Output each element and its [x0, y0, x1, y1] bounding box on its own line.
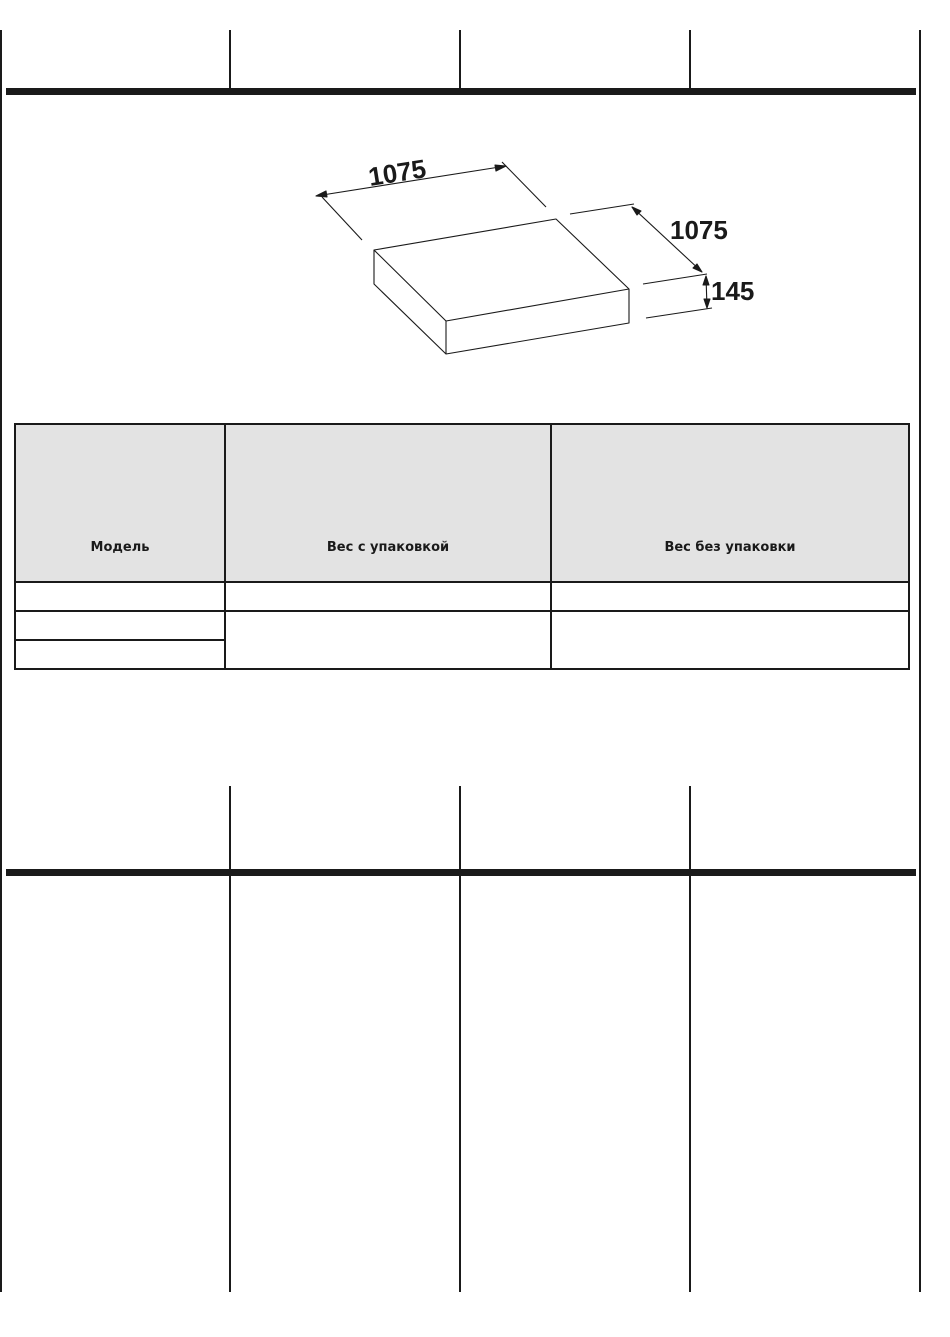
upper-column-rule-3 [689, 30, 691, 90]
depth-extension-line-top [570, 204, 634, 214]
depth-extension-line-bottom [643, 274, 707, 284]
header-weight-with-packaging: Вес с упаковкой [225, 424, 551, 582]
table-cell [15, 582, 225, 611]
table-header-row [15, 424, 909, 582]
table-cell [551, 611, 909, 669]
width-extension-line-right [502, 162, 546, 207]
table-cell [225, 611, 551, 669]
table-cell [15, 640, 225, 669]
header-weight-without-packaging: Вес без упаковки [551, 424, 909, 582]
frame-right-border [919, 30, 921, 1292]
box-top-face [374, 219, 629, 321]
table-row [15, 611, 909, 640]
table-cell [551, 582, 909, 611]
weight-table [14, 423, 910, 670]
height-dimension-label: 145 [711, 276, 755, 306]
width-dimension-label: 1075 [366, 153, 429, 192]
width-arrow-right [495, 165, 506, 171]
table-row [15, 582, 909, 611]
upper-column-rule-2 [459, 30, 461, 90]
lower-column-rule-2 [459, 786, 461, 1292]
box-front-edges [374, 250, 629, 354]
package-dimension-drawing [300, 140, 780, 380]
height-arrow-bottom [704, 299, 710, 308]
lower-column-rule-3 [689, 786, 691, 1292]
height-extension-line-bottom [646, 308, 712, 318]
lower-column-rule-1 [229, 786, 231, 1292]
lower-header-bar [6, 869, 916, 876]
height-arrow-top [703, 276, 709, 285]
width-extension-line-left [322, 197, 362, 240]
frame-left-border [0, 30, 2, 1292]
table-cell [15, 611, 225, 640]
header-model: Модель [15, 424, 225, 582]
table-cell [225, 582, 551, 611]
width-arrow-left [316, 191, 327, 197]
upper-column-rule-1 [229, 30, 231, 90]
depth-dimension-label: 1075 [670, 215, 728, 245]
upper-header-bar [6, 88, 916, 95]
